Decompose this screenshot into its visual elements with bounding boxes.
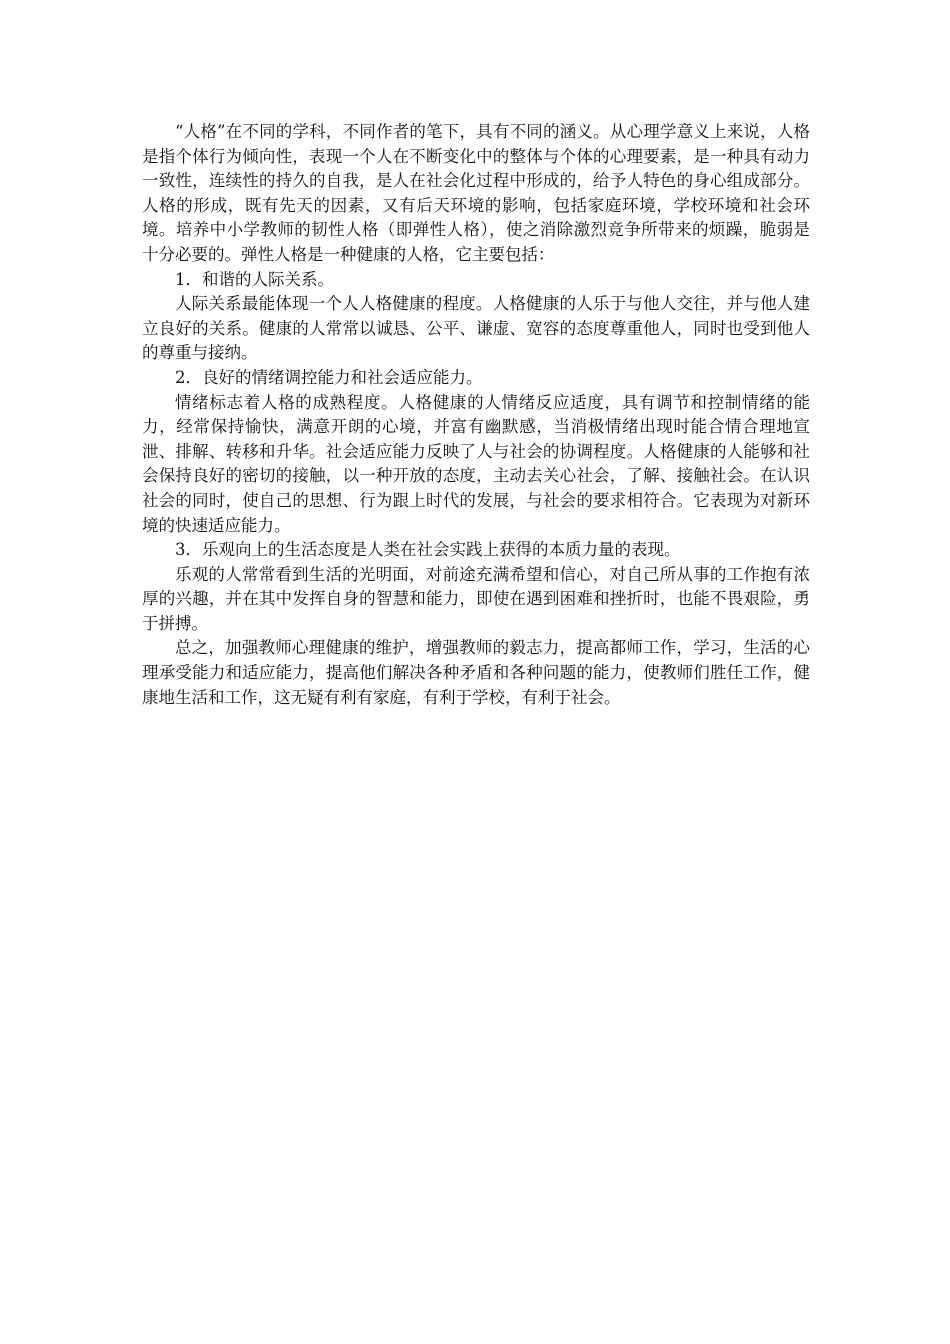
heading-optimistic-attitude: 3．乐观向上的生活态度是人类在社会实践上获得的本质力量的表现。: [175, 540, 681, 560]
heading-harmonious-relations: 1．和谐的人际关系。: [175, 269, 334, 289]
paragraph-conclusion: 总之，加强教师心理健康的维护，增强教师的毅志力，提高都师工作，学习，生活的心理承受能力和适应能力，提高他们解决各种矛盾和各种问题的能力，使教师们胜任工作，健康地生活和工作，这无疑有利有家庭，有利于学校，有利于社会。: [142, 638, 810, 707]
paragraph-relations: 人际关系最能体现一个人人格健康的程度。人格健康的人乐于与他人交往，并与他人建立良好的关系。健康的人常常以诚恳、公平、谦虚、宽容的态度尊重他人，同时也受到他人的尊重与接纳。: [142, 294, 810, 363]
paragraph-emotion: 情绪标志着人格的成熟程度。人格健康的人情绪反应适度，具有调节和控制情绪的能力，经常保持愉快，满意开朗的心境，并富有幽默感，当消极情绪出现时能合情合理地宣泄、排解、转移和升华。社会适应能力反映了人与社会的协调程度。人格健康的人能够和社会保持良好的密切的接触，以一种开放的态度，主动去关心社会，了解、接触社会。在认识社会的同时，使自己的思想、行为跟上时代的发展，与社会的要求相符合。它表现为对新环境的快速适应能力。: [142, 392, 810, 535]
heading-emotion-adaptation: 2．良好的情绪调控能力和社会适应能力。: [175, 367, 483, 387]
document-page: [142, 120, 810, 710]
paragraph-optimism: 乐观的人常常看到生活的光明面，对前途充满希望和信心，对自己所从事的工作抱有浓厚的兴趣，并在其中发挥自身的智慧和能力，即使在遇到困难和挫折时，也能不畏艰险，勇于拼搏。: [142, 564, 810, 633]
paragraph-intro: “人格”在不同的学科，不同作者的笔下，具有不同的涵义。从心理学意义上来说，人格是指个体行为倾向性，表现一个人在不断变化中的整体与个体的心理要素，是一种具有动力一致性，连续性的持久的自我，是人在社会化过程中形成的，给予人特色的身心组成部分。人格的形成，既有先天的因素，又有后天环境的影响，包括家庭环境，学校环境和社会环境。培养中小学教师的韧性人格（即弹性人格），使之消除激烈竞争所带来的烦躁，脆弱是十分必要的。弹性人格是一种健康的人格，它主要包括：: [142, 122, 810, 264]
